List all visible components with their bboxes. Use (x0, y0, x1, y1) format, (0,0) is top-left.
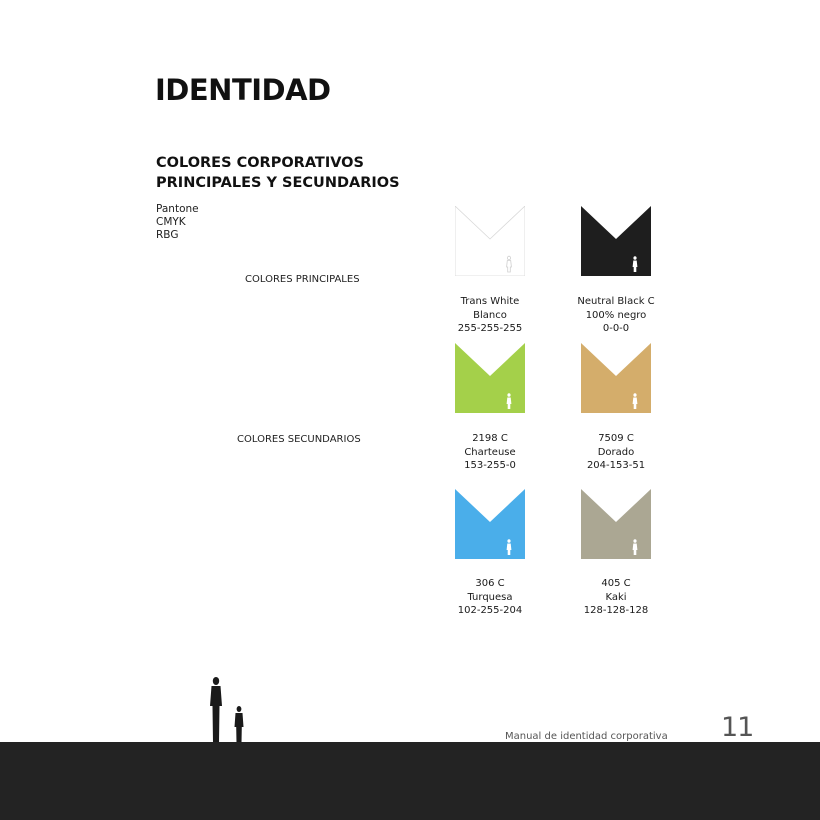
swatch-logo-shape (581, 206, 651, 276)
swatch-alias: Turquesa (467, 591, 513, 603)
secondary-colors-label: COLORES SECUNDARIOS (237, 434, 361, 445)
swatch-info-green (435, 432, 545, 473)
color-system-pantone: Pantone (156, 203, 199, 215)
swatch-alias: Blanco (473, 309, 507, 321)
swatch-name: Neutral Black C (577, 296, 655, 307)
swatch-blue (455, 489, 525, 559)
swatch-gold (581, 343, 651, 413)
page-number: 11 (721, 712, 754, 743)
swatch-info-khaki (561, 577, 671, 618)
swatch-alias: Dorado (597, 446, 635, 458)
swatch-rgb: 204-153-51 (586, 460, 646, 471)
color-system-rbg: RBG (156, 229, 179, 241)
swatch-rgb: 102-255-204 (457, 605, 523, 616)
swatch-name: 2198 C (472, 433, 508, 444)
swatch-green (455, 343, 525, 413)
swatch-white (455, 206, 525, 276)
swatch-name: 405 C (601, 578, 631, 589)
subtitle-line-2: PRINCIPALES Y SECUNDARIOS (156, 175, 400, 191)
swatch-logo-shape (455, 206, 525, 276)
footer-bar (0, 742, 820, 820)
swatch-name: 7509 C (598, 433, 634, 444)
people-silhouette-icon (205, 676, 250, 744)
swatch-rgb: 128-128-128 (583, 605, 649, 616)
swatch-rgb: 153-255-0 (464, 460, 516, 471)
swatch-info-black (561, 295, 671, 336)
swatch-alias: 100% negro (585, 309, 647, 321)
page-title: IDENTIDAD (155, 73, 331, 107)
swatch-info-blue (435, 577, 545, 618)
swatch-rgb: 255-255-255 (457, 323, 523, 334)
subtitle-line-1: COLORES CORPORATIVOS (156, 155, 364, 171)
swatch-logo-shape (455, 489, 525, 559)
section-subtitle (156, 153, 400, 193)
swatch-info-white (435, 295, 545, 336)
swatch-khaki (581, 489, 651, 559)
swatch-info-gold (561, 432, 671, 473)
swatch-logo-shape (455, 343, 525, 413)
color-systems-list (156, 203, 199, 242)
swatch-alias: Charteuse (464, 446, 516, 458)
swatch-rgb: 0-0-0 (602, 323, 630, 334)
footer-manual-text: Manual de identidad corporativa (505, 731, 668, 742)
swatch-name: 306 C (475, 578, 505, 589)
swatch-alias: Kaki (605, 591, 627, 603)
principal-colors-label: COLORES PRINCIPALES (245, 274, 360, 285)
swatch-name: Trans White (460, 296, 520, 307)
swatch-logo-shape (581, 343, 651, 413)
color-system-cmyk: CMYK (156, 216, 186, 228)
swatch-black (581, 206, 651, 276)
swatch-logo-shape (581, 489, 651, 559)
